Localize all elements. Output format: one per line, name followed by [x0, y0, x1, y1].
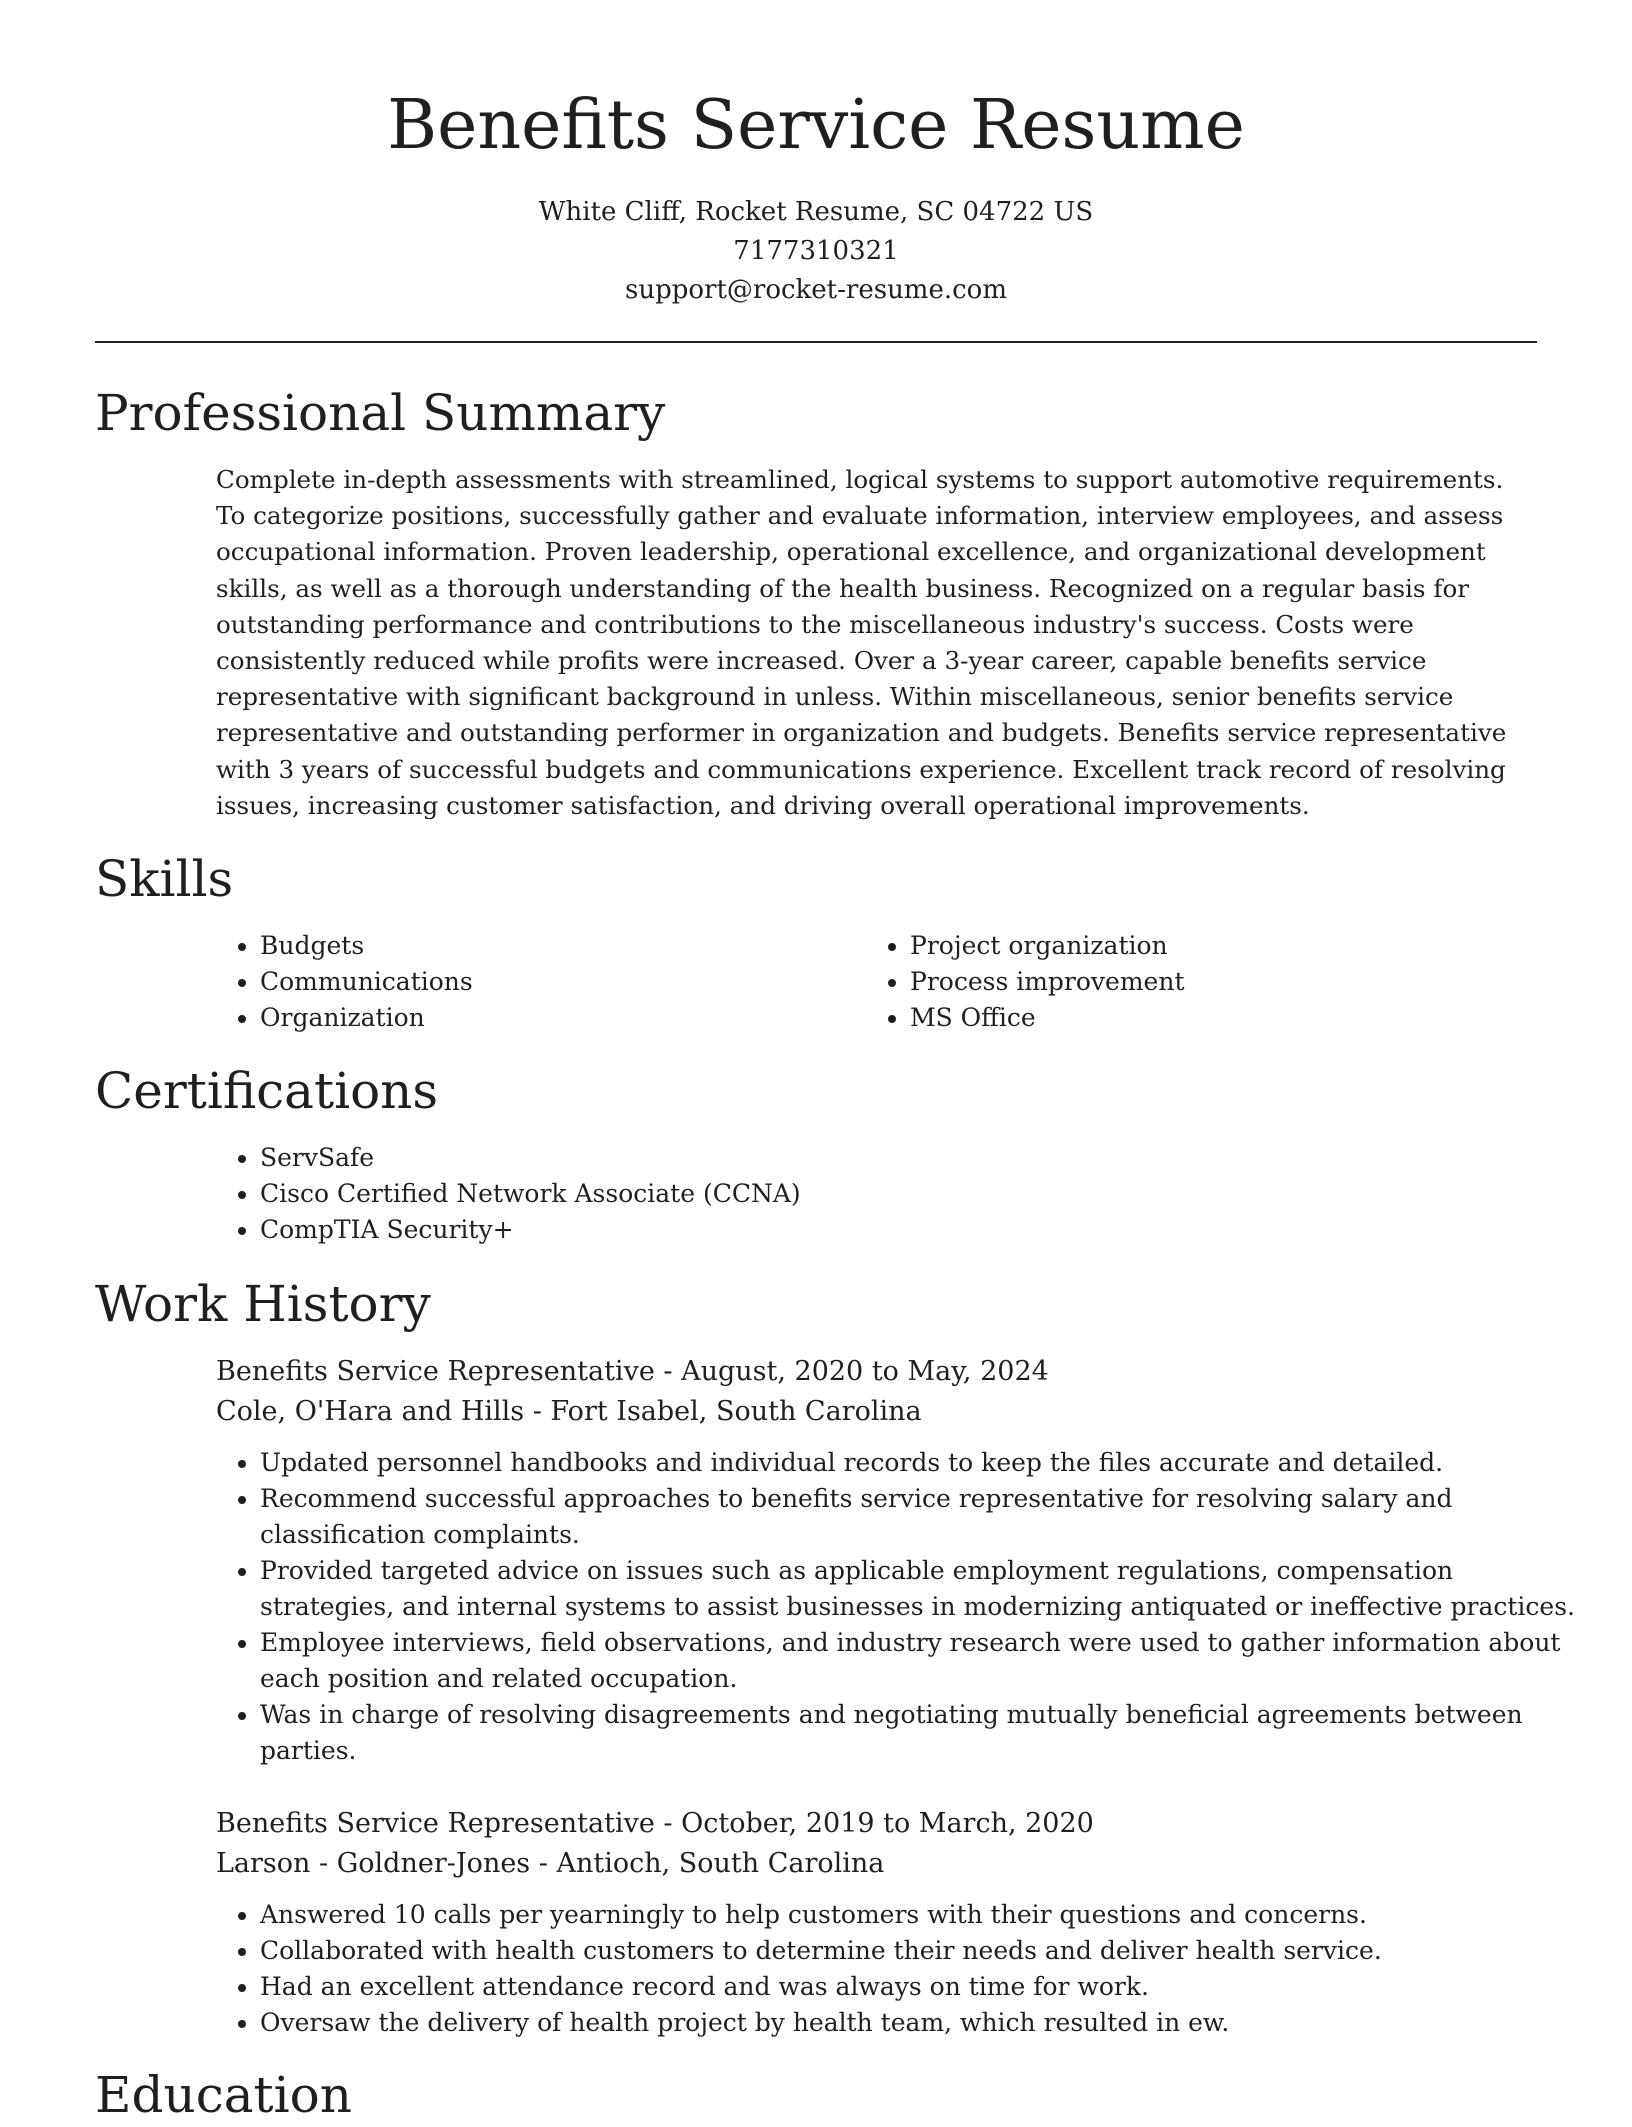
- job-header: [216, 1804, 1094, 1884]
- list-item: • Answered 10 calls per yearningly to help customers with their questions and concerns.: [260, 1897, 1582, 1933]
- list-item: • Cisco Certified Network Associate (CCNA): [260, 1176, 1260, 1212]
- contact-email: support@rocket-resume.com: [624, 275, 1007, 305]
- summary-text: Complete in-depth assessments with streamlined, logical systems to support automotive requirements. To categorize positions, successfully gather and evaluate information, interview employees, and assess occupational information. Proven leadership, operational excellence, and organizational development skills, as well as a thorough understanding of the health business. Recognized on a regular basis for outstanding performance and contributions to the miscellaneous industry's success. Costs were consistently reduced while profits were increased. Over a 3-year career, capable benefits service representative with significant background in unless. Within miscellaneous, senior benefits service representative and outstanding performer in organization and budgets. Benefits service representative with 3 years of successful budgets and communications experience. Excellent track record of resolving issues, increasing customer satisfaction, and driving overall operational improvements.: [216, 465, 1507, 820]
- list-item: • CompTIA Security+: [260, 1212, 1260, 1248]
- section-title-education: Education: [95, 2066, 352, 2124]
- section-title-summary: Professional Summary: [95, 384, 666, 442]
- skills-list-right: [866, 928, 1510, 1036]
- list-item: • Provided targeted advice on issues such as applicable employment regulations, compensation strategies, and internal systems to assist businesses in modernizing antiquated or ineffective practices.: [260, 1553, 1582, 1625]
- list-item: • Project organization: [910, 928, 1510, 964]
- list-item: • Was in charge of resolving disagreements and negotiating mutually beneficial agreements between parties.: [260, 1697, 1582, 1769]
- certifications-list: [216, 1140, 1260, 1248]
- resume-title: Benefits Service Resume: [387, 86, 1245, 165]
- list-item: • Process improvement: [910, 964, 1510, 1000]
- section-title-skills: Skills: [95, 850, 234, 908]
- job-company-location: Larson - Goldner-Jones - Antioch, South Carolina: [216, 1848, 885, 1879]
- list-item: • Recommend successful approaches to benefits service representative for resolving salary and classification complaints.: [260, 1481, 1582, 1553]
- contact-address: White Cliff, Rocket Resume, SC 04722 US: [538, 197, 1094, 227]
- list-item: • Employee interviews, field observations, and industry research were used to gather information about each position and related occupation.: [260, 1625, 1582, 1697]
- list-item: • ServSafe: [260, 1140, 1260, 1176]
- list-item: • Organization: [260, 1000, 860, 1036]
- list-item: • Oversaw the delivery of health project by health team, which resulted in ew.: [260, 2005, 1582, 2041]
- contact-block: [0, 193, 1632, 310]
- job-title-dates: Benefits Service Representative - August, 2020 to May, 2024: [216, 1356, 1049, 1387]
- contact-phone: 7177310321: [733, 236, 899, 266]
- section-title-certifications: Certifications: [95, 1062, 439, 1120]
- list-item: • Collaborated with health customers to determine their needs and deliver health service.: [260, 1933, 1582, 1969]
- list-item: • Budgets: [260, 928, 860, 964]
- skills-list-left: [216, 928, 860, 1036]
- list-item: • Communications: [260, 964, 860, 1000]
- job-company-location: Cole, O'Hara and Hills - Fort Isabel, South Carolina: [216, 1396, 922, 1427]
- job-bullets: [216, 1897, 1582, 2041]
- section-title-work-history: Work History: [95, 1275, 431, 1333]
- job-bullets: [216, 1445, 1582, 1769]
- list-item: • MS Office: [910, 1000, 1510, 1036]
- list-item: • Had an excellent attendance record and was always on time for work.: [260, 1969, 1582, 2005]
- job-header: [216, 1352, 1049, 1432]
- list-item: • Updated personnel handbooks and individual records to keep the files accurate and detailed.: [260, 1445, 1582, 1481]
- job-title-dates: Benefits Service Representative - October, 2019 to March, 2020: [216, 1808, 1094, 1839]
- header-divider: [95, 341, 1537, 343]
